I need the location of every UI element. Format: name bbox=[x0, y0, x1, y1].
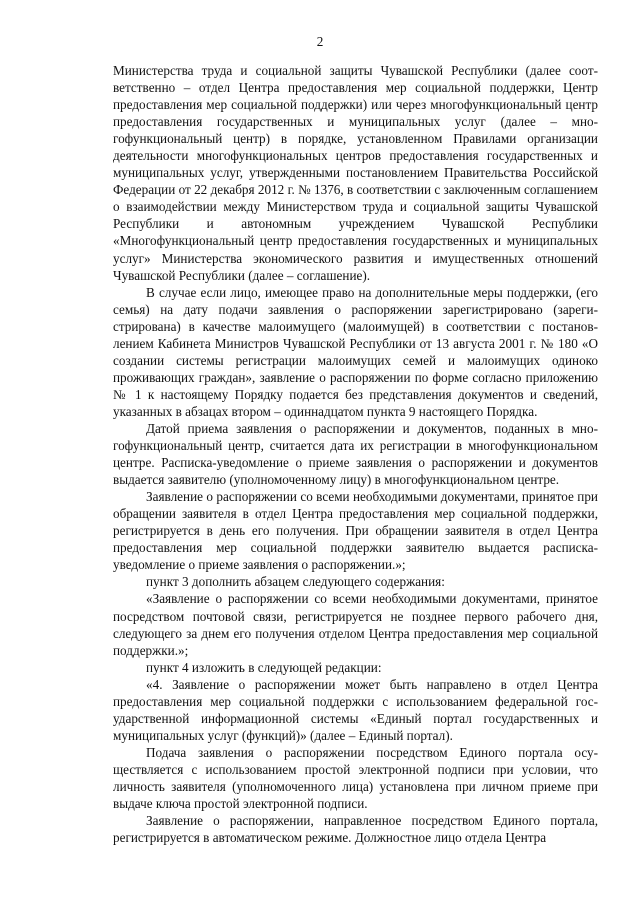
paragraph-4: Заявление о распоряжении со всеми необходимыми документами, принятое при обращении заявителя в отдел Центра предоставления мер социальной поддержки, регистрируется в день его получения. При обращении заявителя в отдел Центра предоставления мер социальной поддержки заявителю выдается расписка-уведомление о приеме заявления о распоряжении.»; bbox=[113, 489, 598, 573]
paragraph-8: «4. Заявление о распоряжении может быть направлено в отдел Центра предоставления мер социальной поддержки с использованием федеральной государственной информационной системы «Единый портал государственных и муниципальных услуг (функций)» (далее – Единый портал). bbox=[113, 676, 598, 743]
paragraph-10: Заявление о распоряжении, направленное посредством Единого портала, регистрируется в автоматическом режиме. Должностное лицо отдела Центра bbox=[113, 813, 598, 846]
document-body bbox=[113, 62, 598, 846]
paragraph-5: пункт 3 дополнить абзацем следующего содержания: bbox=[146, 574, 445, 590]
paragraph-1: Министерства труда и социальной защиты Чувашской Республики (далее соответственно – отдел Центра предоставления мер социальной поддержки, Центр предоставления мер социальной поддержки) или через многофункциональный центр предоставления государственных и муниципальных услуг (далее – многофункциональный центр) в порядке, установленном Правилами организации деятельности многофункциональных центров предоставления государственных и муниципальных услуг, утвержденными постановлением Правительства Российской Федерации от 22 декабря 2012 г. № 1376, в соответствии с заключенным соглашением о взаимодействии между Министерством труда и социальной защиты Чувашской Республики и автономным учреждением Чувашской Республики «Многофункциональный центр предоставления государственных и муниципальных услуг» Министерства экономического развития и имущественных отношений Чувашской Республики (далее – соглашение). bbox=[113, 63, 598, 283]
paragraph-3: Датой приема заявления о распоряжении и документов, поданных в многофункциональный центр, считается дата их регистрации в многофункциональном центре. Расписка-уведомление о приеме заявления о распоряжении и документов выдается заявителю (уполномоченному лицу) в многофункциональном центре. bbox=[113, 420, 598, 488]
paragraph-9: Подача заявления о распоряжении посредством Единого портала осуществляется с использованием простой электронной подписи при условии, что личность заявителя (уполномоченного лица) установлена при личном приеме при выдаче ключа простой электронной подписи. bbox=[113, 744, 598, 812]
page-number: 2 bbox=[316, 34, 324, 49]
paragraph-6: «Заявление о распоряжении со всеми необходимыми документами, принятое посредством почтовой связи, регистрируется не позднее первого рабочего дня, следующего за днем его получения отделом Центра предоставления мер социальной поддержки.»; bbox=[113, 591, 598, 658]
paragraph-2: В случае если лицо, имеющее право на дополнительные меры поддержки, (его семья) на дату подачи заявления о распоряжении зарегистрировано (зарегистрирована) в качестве малоимущего (малоимущей) в соответствии с постановлением Кабинета Министров Чувашской Республики от 13 августа 2001 г. № 180 «О создании системы регистрации малоимущих семей и малоимущих одиноко проживающих граждан», заявление о распоряжении по форме согласно приложению № 1 к настоящему Порядку подается без представления документов и сведений, указанных в абзацах втором – одиннадцатом пункта 9 настоящего Порядка. bbox=[113, 284, 598, 419]
paragraph-7: пункт 4 изложить в следующей редакции: bbox=[146, 659, 382, 675]
